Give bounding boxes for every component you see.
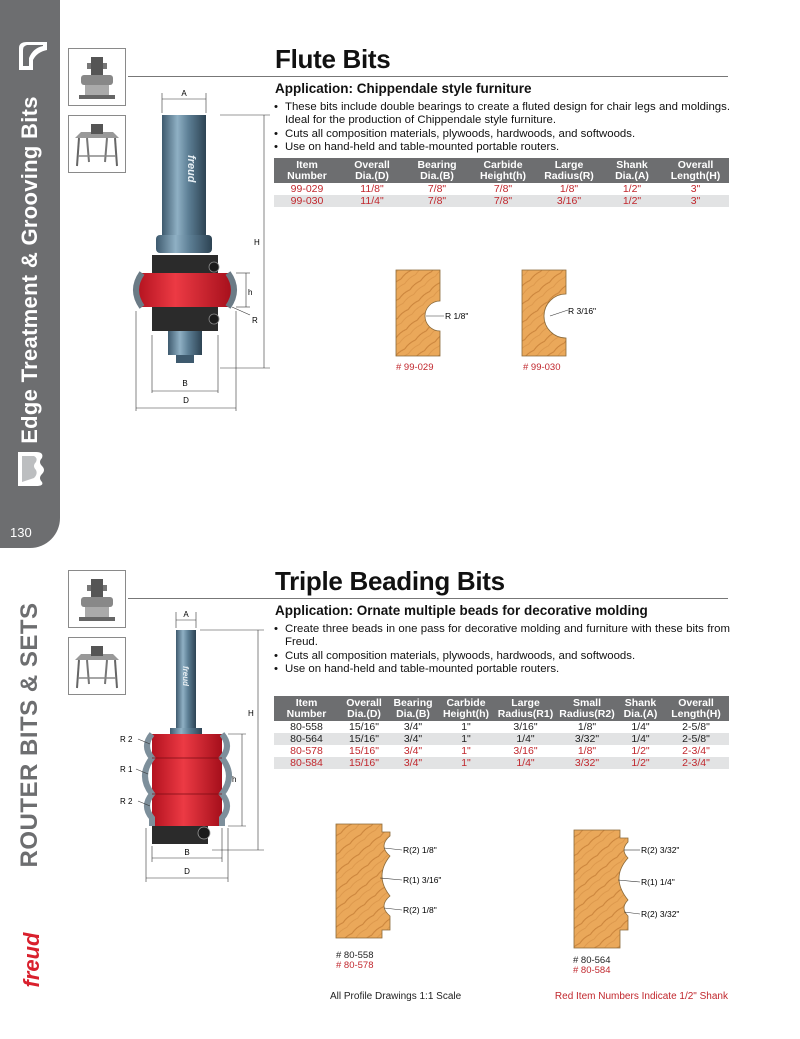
profile-radius-label: R 3/16" bbox=[568, 306, 597, 316]
col-header: Item Number bbox=[274, 158, 340, 183]
router-table-icon bbox=[68, 115, 126, 173]
table-cell: 1/8" bbox=[577, 745, 597, 757]
table-cell: 11/8" bbox=[360, 183, 384, 195]
table-cell: 7/8" bbox=[404, 195, 470, 207]
col-header: Overall Length(H) bbox=[663, 696, 729, 721]
table-cell: 7/8" bbox=[470, 195, 536, 207]
shank-logo: freud bbox=[185, 155, 197, 183]
dim-label-h-carbide: h bbox=[248, 288, 253, 297]
table-cell: 1/8" bbox=[559, 183, 579, 195]
table-cell: 2-5/8" bbox=[663, 733, 729, 745]
table-cell: 15/16" bbox=[339, 757, 389, 769]
bullet-item: • These bits include double bearings to create a fluted design for chair legs and moldings. Ideal for the production of Chippendale style furniture. bbox=[274, 101, 730, 128]
table-cell: 15/16" bbox=[339, 733, 389, 745]
dim-label-b: B bbox=[184, 848, 190, 857]
shank-logo: freud bbox=[181, 666, 190, 686]
profile-radius-label: R(1) 1/4" bbox=[641, 877, 675, 887]
flute-bits-title: Flute Bits bbox=[275, 44, 391, 74]
profile-radius-label: R 1/8" bbox=[445, 311, 469, 321]
page-number: 130 bbox=[10, 525, 32, 540]
flute-bullets bbox=[274, 101, 730, 155]
col-header: Carbide Height(h) bbox=[470, 158, 536, 183]
title-divider bbox=[128, 598, 728, 599]
table-row bbox=[274, 183, 729, 195]
table-cell: 15/16" bbox=[348, 745, 379, 757]
flute-spec-table bbox=[274, 158, 729, 207]
col-header: Overall Dia.(D) bbox=[339, 696, 389, 721]
table-cell: 3/4" bbox=[403, 745, 423, 757]
flute-application: Application: Chippendale style furniture bbox=[275, 81, 532, 96]
profile-radius-label: R(2) 3/32" bbox=[641, 845, 680, 855]
handheld-router-icon bbox=[68, 48, 126, 106]
profile-caption: # 80-558 bbox=[336, 950, 374, 961]
table-cell: 7/8" bbox=[493, 183, 513, 195]
dim-label-h-overall: H bbox=[254, 238, 260, 247]
col-header: Overall Dia.(D) bbox=[340, 158, 404, 183]
table-cell: 3/16" bbox=[536, 195, 602, 207]
triple-beading-bit-drawing bbox=[112, 606, 272, 886]
scale-note: All Profile Drawings 1:1 Scale bbox=[330, 991, 462, 1002]
bullet-item: • Create three beads in one pass for decorative molding and furniture with these bits from Freud. bbox=[274, 623, 730, 650]
title-divider bbox=[128, 76, 728, 77]
freud-logo: freud bbox=[19, 932, 44, 988]
item-number: 99-030 bbox=[274, 195, 340, 207]
table-cell: 1" bbox=[461, 745, 471, 757]
groove-profile-icon bbox=[16, 448, 46, 488]
table-cell: 3" bbox=[690, 183, 701, 195]
bullet-item: • Cuts all composition materials, plywoods, hardwoods, and softwoods. bbox=[274, 128, 730, 141]
dim-label-d: D bbox=[183, 396, 189, 405]
col-header: Bearing Dia.(B) bbox=[404, 158, 470, 183]
dim-label-a: A bbox=[183, 610, 189, 619]
dim-label-r2-bottom: R 2 bbox=[120, 797, 133, 806]
col-header: Large Radius(R1) bbox=[495, 696, 556, 721]
col-header: Large Radius(R) bbox=[536, 158, 602, 183]
table-cell: 1/4" bbox=[495, 757, 556, 769]
table-cell: 3" bbox=[662, 195, 729, 207]
triple-spec-table bbox=[274, 696, 729, 769]
table-cell: 2-5/8" bbox=[682, 721, 710, 733]
dim-label-d: D bbox=[184, 867, 190, 876]
table-header-row bbox=[274, 158, 729, 183]
table-cell: 2-3/4" bbox=[663, 757, 729, 769]
col-header: Item Number bbox=[274, 696, 339, 721]
triple-profile-drawings bbox=[330, 820, 700, 955]
table-cell: 1/2" bbox=[618, 757, 663, 769]
section-title-vertical: Edge Treatment & Grooving Bits bbox=[17, 96, 42, 444]
table-cell: 1" bbox=[437, 733, 495, 745]
profile-caption-red: # 80-578 bbox=[336, 960, 374, 971]
table-row bbox=[274, 757, 729, 769]
profile-caption: # 99-030 bbox=[523, 362, 561, 373]
table-cell: 3/4" bbox=[389, 757, 437, 769]
bullet-item: • Use on hand-held and table-mounted portable routers. bbox=[274, 663, 730, 676]
profile-radius-label: R(2) 1/8" bbox=[403, 845, 437, 855]
dim-label-h-overall: H bbox=[248, 709, 254, 718]
table-cell: 1/8" bbox=[577, 721, 597, 733]
dim-label-a: A bbox=[181, 89, 187, 98]
table-header-row bbox=[274, 696, 729, 721]
router-bits-sets-title: ROUTER BITS & SETS bbox=[16, 602, 43, 868]
item-number: 80-558 bbox=[290, 721, 323, 733]
table-cell: 3/16" bbox=[513, 745, 538, 757]
profile-caption: # 80-564 bbox=[573, 955, 611, 966]
item-number: 80-564 bbox=[274, 733, 339, 745]
table-row bbox=[274, 745, 729, 757]
item-number: 99-029 bbox=[290, 183, 324, 195]
table-cell: 1/2" bbox=[622, 183, 642, 195]
shank-note: Red Item Numbers Indicate 1/2" Shank bbox=[554, 991, 728, 1002]
table-cell: 1" bbox=[437, 757, 495, 769]
table-cell: 1/4" bbox=[618, 733, 663, 745]
dim-label-r: R bbox=[252, 316, 258, 325]
triple-application: Application: Ornate multiple beads for decorative molding bbox=[275, 603, 648, 618]
profile-radius-label: R(2) 3/32" bbox=[641, 909, 680, 919]
profile-caption: # 99-029 bbox=[396, 362, 434, 373]
table-cell: 3/4" bbox=[389, 733, 437, 745]
dim-label-b: B bbox=[182, 379, 188, 388]
item-number: 80-578 bbox=[290, 745, 323, 757]
dim-label-r1: R 1 bbox=[120, 765, 133, 774]
table-cell: 1/2" bbox=[631, 745, 650, 757]
col-header: Shank Dia.(A) bbox=[602, 158, 662, 183]
flute-bit-drawing bbox=[128, 85, 278, 415]
table-cell: 1" bbox=[461, 721, 471, 733]
triple-beading-title: Triple Beading Bits bbox=[275, 566, 505, 596]
table-cell: 1/4" bbox=[631, 721, 650, 733]
col-header: Bearing Dia.(B) bbox=[389, 696, 437, 721]
table-cell: 11/4" bbox=[340, 195, 404, 207]
col-header: Overall Length(H) bbox=[662, 158, 729, 183]
table-cell: 1/4" bbox=[495, 733, 556, 745]
profile-caption-red: # 80-584 bbox=[573, 965, 611, 976]
col-header: Small Radius(R2) bbox=[556, 696, 618, 721]
flute-profile-drawings bbox=[390, 266, 610, 376]
table-cell: 3/16" bbox=[513, 721, 538, 733]
table-row bbox=[274, 195, 729, 207]
item-number: 80-584 bbox=[274, 757, 339, 769]
profile-radius-label: R(1) 3/16" bbox=[403, 875, 442, 885]
bullet-item: • Cuts all composition materials, plywoods, hardwoods, and softwoods. bbox=[274, 650, 730, 663]
edge-profile-icon bbox=[15, 38, 51, 74]
col-header: Shank Dia.(A) bbox=[618, 696, 663, 721]
triple-bullets bbox=[274, 623, 730, 677]
profile-radius-label: R(2) 1/8" bbox=[403, 905, 437, 915]
table-cell: 3/32" bbox=[556, 733, 618, 745]
table-cell: 7/8" bbox=[427, 183, 447, 195]
table-cell: 2-3/4" bbox=[682, 745, 710, 757]
col-header: Carbide Height(h) bbox=[437, 696, 495, 721]
table-row bbox=[274, 721, 729, 733]
dim-label-h-carbide: h bbox=[232, 775, 237, 784]
table-row bbox=[274, 733, 729, 745]
table-cell: 3/4" bbox=[403, 721, 423, 733]
table-cell: 3/32" bbox=[556, 757, 618, 769]
table-cell: 15/16" bbox=[348, 721, 379, 733]
dim-label-r2-top: R 2 bbox=[120, 735, 133, 744]
bullet-item: • Use on hand-held and table-mounted portable routers. bbox=[274, 141, 730, 154]
table-cell: 1/2" bbox=[602, 195, 662, 207]
